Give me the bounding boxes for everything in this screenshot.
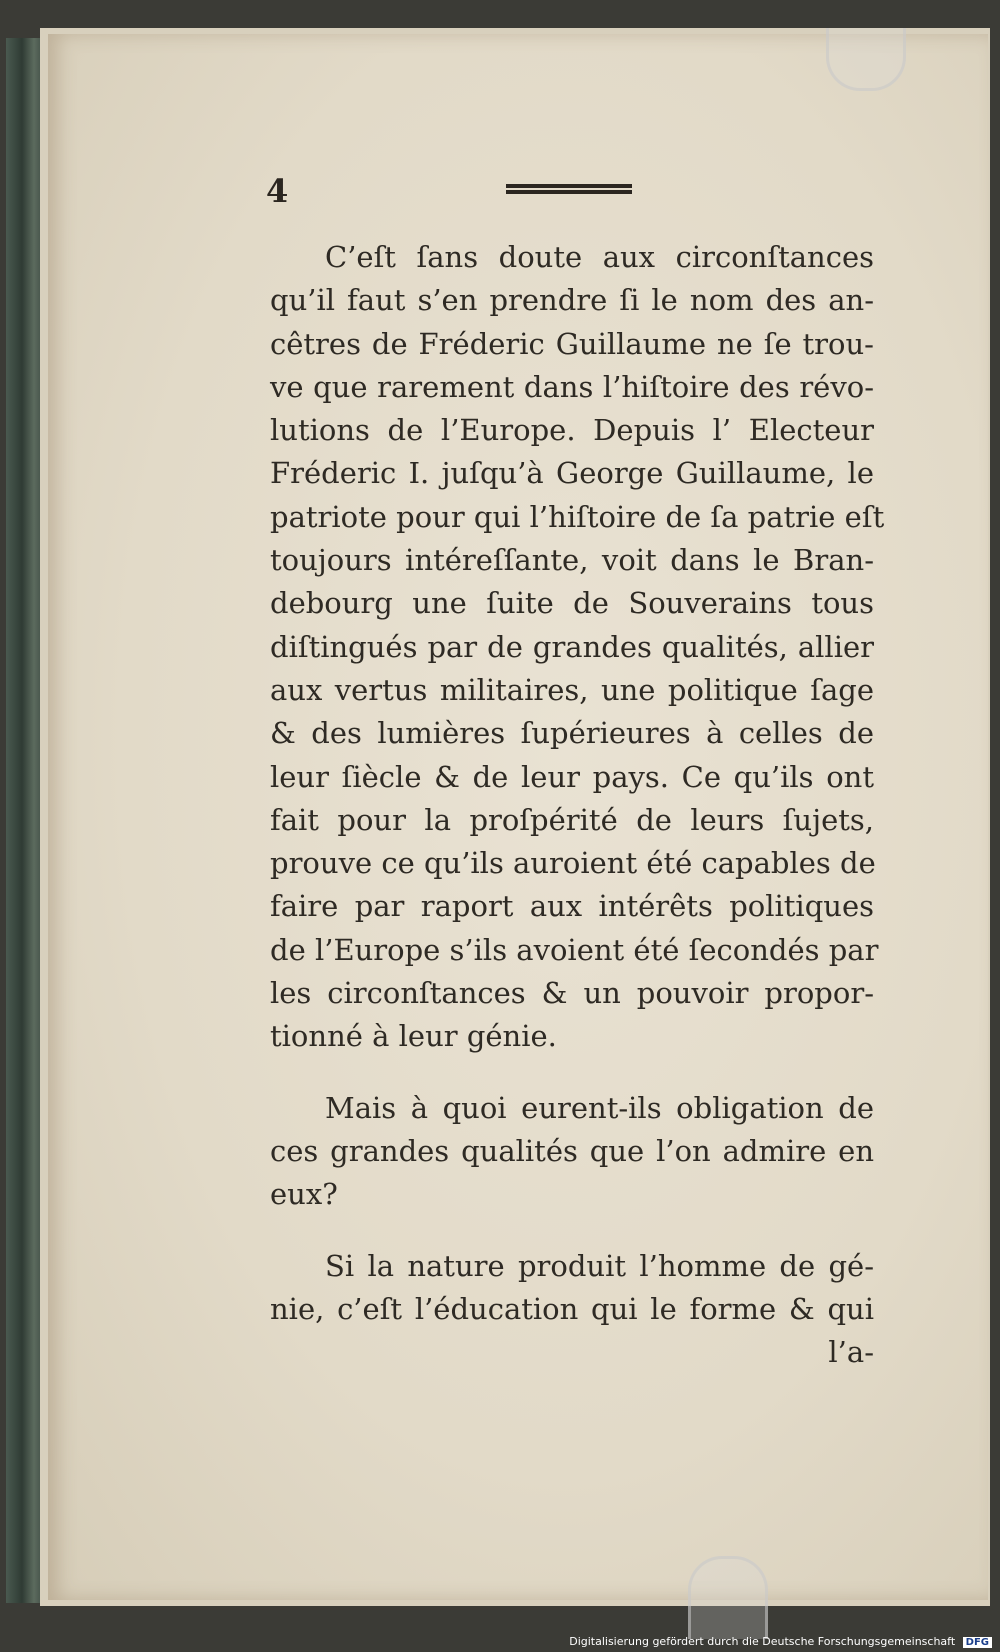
page-number: 4: [266, 172, 289, 210]
text-line: cêtres de Fréderic Guillaume ne ſe trou-: [270, 326, 874, 361]
text-line: ve que rarement dans l’hiſtoire des révo-: [270, 369, 874, 404]
dfg-logo: DFG: [963, 1637, 992, 1648]
text-line: leur ſiècle & de leur pays. Ce qu’ils ont: [270, 759, 874, 794]
text-line: qu’il faut s’en prendre ſi le nom des an-: [270, 283, 874, 318]
top-page-clip: [826, 28, 906, 91]
text-line: aux vertus militaires, une politique ſage: [270, 672, 874, 707]
text-line: Si la nature produit l’homme de gé-: [325, 1248, 874, 1283]
text-line: fait pour la proſpérité de leurs ſujets,: [270, 802, 874, 837]
text-line: eux?: [270, 1177, 338, 1212]
paragraph-gap: [270, 1059, 874, 1087]
text-line: & des lumières ſupérieures à celles de: [270, 716, 874, 751]
bottom-page-clip: [688, 1556, 768, 1639]
text-line: tionné à leur génie.: [270, 1019, 557, 1054]
text-line: diſtingués par de grandes qualités, allier: [270, 629, 874, 664]
header-rule: [506, 184, 632, 194]
credit-text: Digitalisierung gefördert durch die Deutsche Forschungsgemeinschaft: [569, 1635, 956, 1648]
text-line: patriote pour qui l’hiſtoire de ſa patrie eſt: [270, 499, 885, 534]
paragraph-1: [270, 236, 885, 1059]
digitization-credit: [569, 1635, 992, 1648]
page-text: [270, 236, 885, 1374]
text-line: nie, c’eſt l’éducation qui le forme & qui: [270, 1291, 874, 1326]
text-line: Fréderic I. juſqu’à George Guillaume, le: [270, 456, 874, 491]
catchword: l’a-: [828, 1335, 874, 1370]
paragraph-gap: [270, 1217, 874, 1245]
text-line: faire par raport aux intérêts politiques: [270, 889, 874, 924]
paragraph-3: [270, 1245, 874, 1332]
text-line: les circonſtances & un pouvoir propor-: [270, 976, 874, 1011]
text-line: toujours intéreſſante, voit dans le Bran-: [270, 543, 874, 578]
text-line: debourg une ſuite de Souverains tous: [270, 586, 874, 621]
text-line: ces grandes qualités que l’on admire en: [270, 1133, 874, 1168]
text-line: Mais à quoi eurent-ils obligation de: [325, 1090, 874, 1125]
text-line: prouve ce qu’ils auroient été capables de: [270, 846, 876, 881]
text-line: C’eſt ſans doute aux circonſtances: [325, 240, 874, 274]
text-line: lutions de l’Europe. Depuis l’ Electeur: [270, 413, 874, 448]
paragraph-2: [270, 1087, 874, 1217]
text-line: de l’Europe s’ils avoient été ſecondés par: [270, 932, 879, 967]
